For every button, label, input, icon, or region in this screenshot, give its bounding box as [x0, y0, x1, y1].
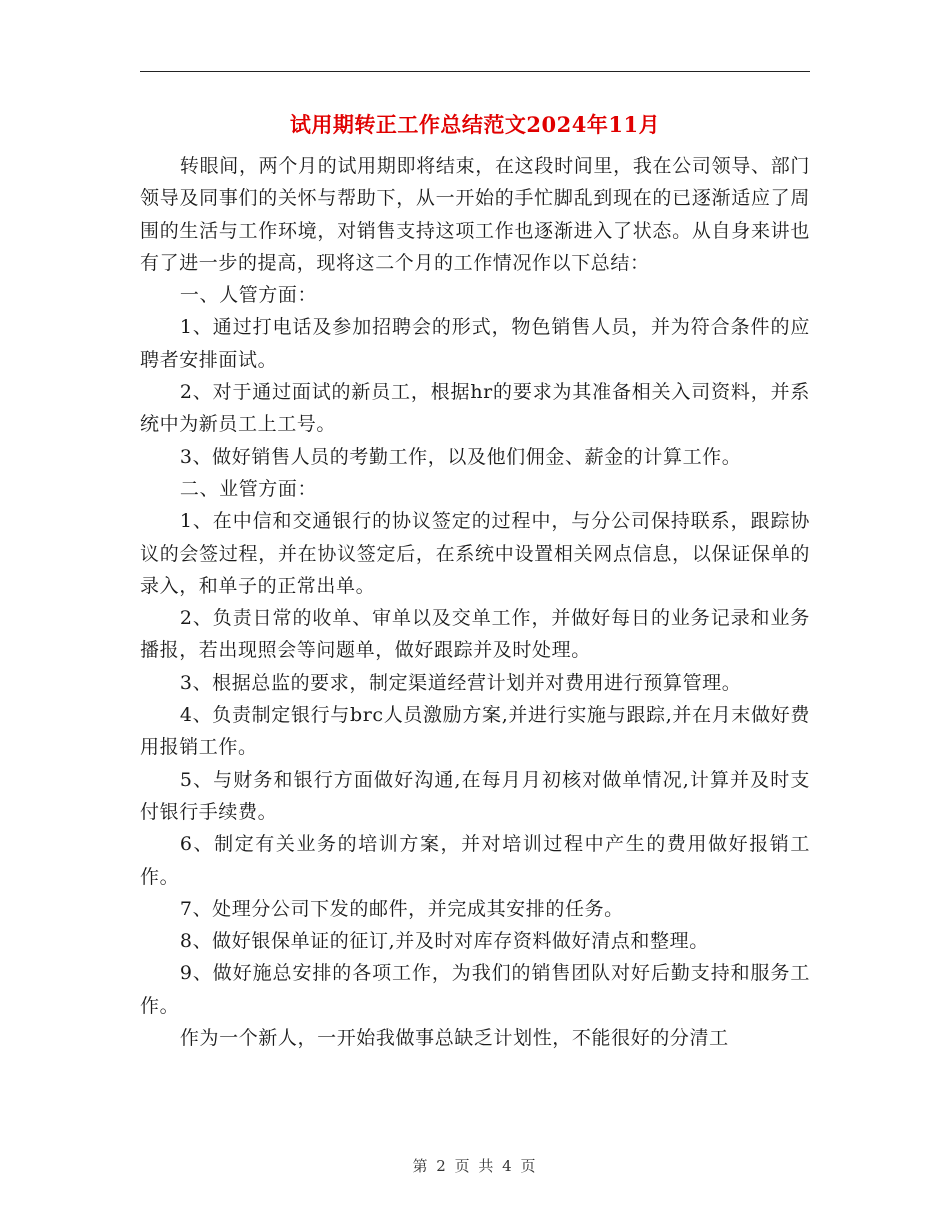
document-title: 试用期转正工作总结范文2024年11月: [289, 112, 661, 137]
list-item: 9、做好施总安排的各项工作，为我们的销售团队对好后勤支持和服务工作。: [140, 962, 810, 1017]
list-item: 8、做好银保单证的征订,并及时对库存资料做好清点和整理。: [179, 930, 709, 953]
list-item: 2、负责日常的收单、审单以及交单工作，并做好每日的业务记录和业务播报，若出现照会等问题单，做好跟踪并及时处理。: [140, 607, 810, 662]
list-item: 1、在中信和交通银行的协议签定的过程中，与分公司保持联系，跟踪协议的会签过程，并在协议签定后，在系统中设置相关网点信息，以保证保单的录入，和单子的正常出单。: [140, 510, 810, 597]
list-item: 2、对于通过面试的新员工，根据hr的要求为其准备相关入司资料，并系统中为新员工上工号。: [140, 381, 810, 436]
document-body: [140, 150, 810, 1054]
list-item: 3、根据总监的要求，制定渠道经营计划并对费用进行预算管理。: [179, 671, 742, 694]
closing-paragraph: 作为一个新人，一开始我做事总缺乏计划性，不能很好的分清工: [179, 1027, 729, 1050]
intro-paragraph: 转眼间，两个月的试用期即将结束，在这段时间里，我在公司领导、部门领导及同事们的关怀与帮助下，从一开始的手忙脚乱到现在的已逐渐适应了周围的生活与工作环境，对销售支持这项工作也逐渐进入了状态。从自身来讲也有了进一步的提高，现将这二个月的工作情况作以下总结：: [140, 155, 810, 274]
section-heading-business: 二、业管方面：: [179, 477, 318, 500]
page-number: 第 2 页 共 4 页: [412, 1157, 538, 1175]
list-item: 5、与财务和银行方面做好沟通,在每月月初核对做单情况,计算并及时支付银行手续费。: [140, 768, 810, 823]
section-heading-personnel: 一、人管方面：: [179, 284, 318, 307]
list-item: 3、做好销售人员的考勤工作，以及他们佣金、薪金的计算工作。: [179, 445, 742, 468]
list-item: 4、负责制定银行与brc人员激励方案,并进行实施与跟踪,并在月末做好费用报销工作。: [140, 704, 810, 759]
list-item: 6、制定有关业务的培训方案，并对培训过程中产生的费用做好报销工作。: [140, 833, 810, 888]
header-rule: [140, 71, 810, 72]
list-item: 7、处理分公司下发的邮件，并完成其安排的任务。: [179, 897, 624, 920]
list-item: 1、通过打电话及参加招聘会的形式，物色销售人员，并为符合条件的应聘者安排面试。: [140, 316, 810, 371]
